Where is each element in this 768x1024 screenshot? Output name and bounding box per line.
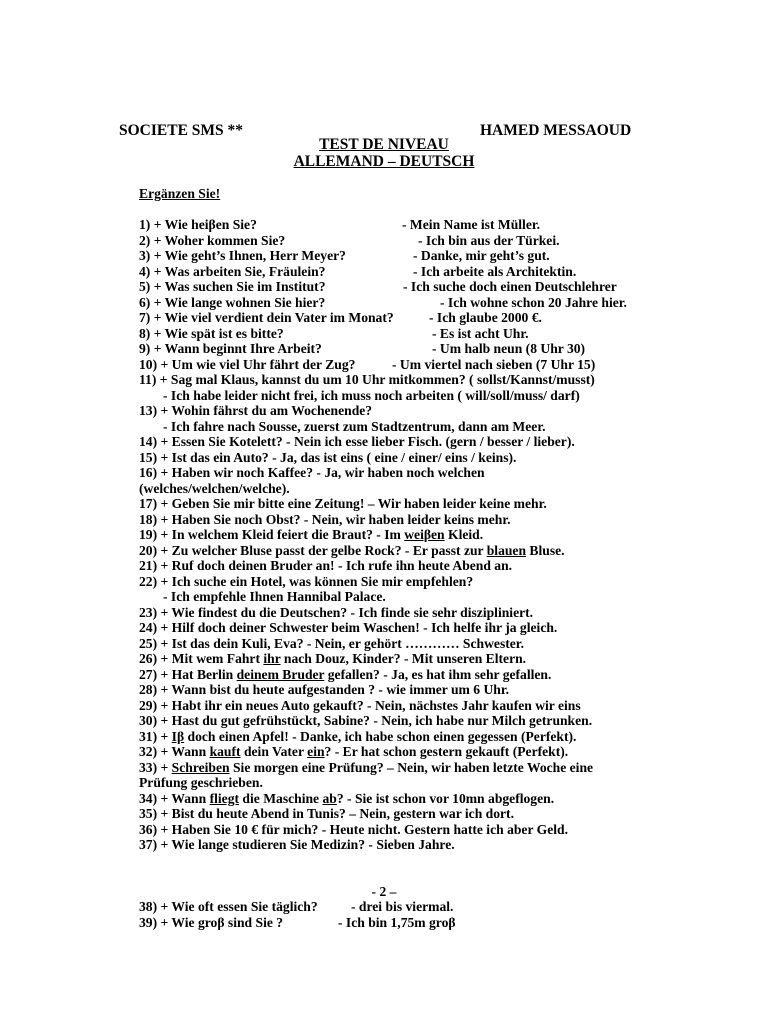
list-item: - Ich fahre nach Sousse, zuerst zum Stadtzentrum, dann am Meer.	[163, 418, 546, 434]
list-item: 21) + Ruf doch deinen Bruder an! - Ich rufe ihn heute Abend an.	[139, 558, 513, 573]
list-item: 7) + Wie viel verdient dein Vater im Monat? - Ich glaube 2000 €.	[139, 310, 542, 325]
page-number: - 2 –	[371, 884, 397, 899]
list-item: 22) + Ich suche ein Hotel, was können Sie mir empfehlen?	[139, 573, 474, 589]
list-item: 34) + Wann fliegt die Maschine ab? - Sie ist schon vor 10mn abgeflogen.	[139, 790, 555, 806]
list-item: 36) + Haben Sie 10 € für mich? - Heute nicht. Gestern hatte ich aber Geld.	[139, 821, 568, 837]
list-item: 20) + Zu welcher Bluse passt der gelbe Rock? - Er passt zur blauen Bluse.	[139, 542, 565, 558]
list-item: 1) + Wie heiβen Sie? - Mein Name ist Müller.	[139, 217, 541, 232]
company-name: SOCIETE SMS **	[119, 122, 244, 139]
list-item: 19) + In welchem Kleid feiert die Braut? - Im weiβen Kleid.	[139, 527, 484, 542]
list-item: 3) + Wie geht’s Ihnen, Herr Meyer? - Danke, mir geht’s gut.	[139, 248, 550, 263]
list-item: 10) + Um wie viel Uhr fährt der Zug? - Um viertel nach sieben (7 Uhr 15)	[139, 356, 596, 372]
instruction: Ergänzen Sie!	[139, 186, 221, 201]
list-item: 5) + Was suchen Sie im Institut? - Ich suche doch einen Deutschlehrer	[139, 279, 617, 294]
list-item: 26) + Mit wem Fahrt ihr nach Douz, Kinder? - Mit unseren Eltern.	[139, 651, 527, 666]
list-item: (welches/welchen/welche).	[139, 480, 290, 496]
list-item: 37) + Wie lange studieren Sie Medizin? - Sieben Jahre.	[139, 837, 455, 852]
list-item: 11) + Sag mal Klaus, kannst du um 10 Uhr mitkommen? ( sollst/Kannst/musst)	[139, 372, 595, 387]
list-item: 13) + Wohin fährst du am Wochenende?	[139, 403, 373, 418]
list-item: 2) + Woher kommen Sie? - Ich bin aus der Türkei.	[139, 232, 560, 248]
title-test-de-niveau: TEST DE NIVEAU	[319, 136, 449, 153]
list-item: 25) + Ist das dein Kuli, Eva? - Nein, er gehört ………… Schwester.	[139, 635, 524, 651]
list-item: 18) + Haben Sie noch Obst? - Nein, wir haben leider keins mehr.	[139, 511, 511, 527]
exercise-body	[139, 186, 659, 853]
list-item: 23) + Wie findest du die Deutschen? - Ich finde sie sehr diszipliniert.	[139, 604, 534, 620]
title-allemand-deutsch: ALLEMAND – DEUTSCH	[293, 153, 475, 170]
list-item: 29) + Habt ihr ein neues Auto gekauft? - Nein, nächstes Jahr kaufen wir eins	[139, 697, 581, 713]
list-item: 4) + Was arbeiten Sie, Fräulein? - Ich arbeite als Architektin.	[139, 263, 577, 279]
list-item: 8) + Wie spät ist es bitte? - Es ist acht Uhr.	[139, 325, 529, 341]
list-item: 27) + Hat Berlin deinem Bruder gefallen? - Ja, es hat ihm sehr gefallen.	[139, 666, 552, 682]
exercise-body-page-2	[139, 899, 659, 930]
list-item: 33) + Schreiben Sie morgen eine Prüfung? – Nein, wir haben letzte Woche eine	[139, 759, 594, 775]
list-item: 31) + Iβ doch einen Apfel! - Danke, ich habe schon einen gegessen (Perfekt).	[139, 728, 577, 744]
list-item: 16) + Haben wir noch Kaffee? - Ja, wir haben noch welchen	[139, 465, 485, 480]
list-item: 24) + Hilf doch deiner Schwester beim Waschen! - Ich helfe ihr ja gleich.	[139, 620, 558, 635]
list-item: - Ich habe leider nicht frei, ich muss noch arbeiten ( will/soll/muss/ darf)	[163, 387, 580, 403]
list-item: 17) + Geben Sie mir bitte eine Zeitung! – Wir haben leider keine mehr.	[139, 496, 547, 511]
list-item: 38) + Wie oft essen Sie täglich? - drei bis viermal.	[139, 899, 454, 914]
list-item: 28) + Wann bist du heute aufgestanden ? - wie immer um 6 Uhr.	[139, 682, 510, 697]
list-item: 35) + Bist du heute Abend in Tunis? – Nein, gestern war ich dort.	[139, 806, 514, 821]
list-item: 30) + Hast du gut gefrühstückt, Sabine? - Nein, ich habe nur Milch getrunken.	[139, 713, 593, 728]
list-item: 9) + Wann beginnt Ihre Arbeit? - Um halb neun (8 Uhr 30)	[139, 341, 586, 356]
list-item: 6) + Wie lange wohnen Sie hier? - Ich wohne schon 20 Jahre hier.	[139, 294, 627, 310]
author-name: HAMED MESSAOUD	[480, 122, 632, 139]
list-item: 15) + Ist das ein Auto? - Ja, das ist eins ( eine / einer/ eins / keins).	[139, 449, 517, 465]
list-item: 14) + Essen Sie Kotelett? - Nein ich esse lieber Fisch. (gern / besser / lieber).	[139, 434, 575, 449]
list-item: 39) + Wie groβ sind Sie ? - Ich bin 1,75m groβ	[139, 914, 456, 930]
list-item: - Ich empfehle Ihnen Hannibal Palace.	[163, 589, 386, 604]
list-item: Prüfung geschrieben.	[139, 775, 263, 790]
list-item: 32) + Wann kauft dein Vater ein? - Er hat schon gestern gekauft (Perfekt).	[139, 744, 569, 759]
